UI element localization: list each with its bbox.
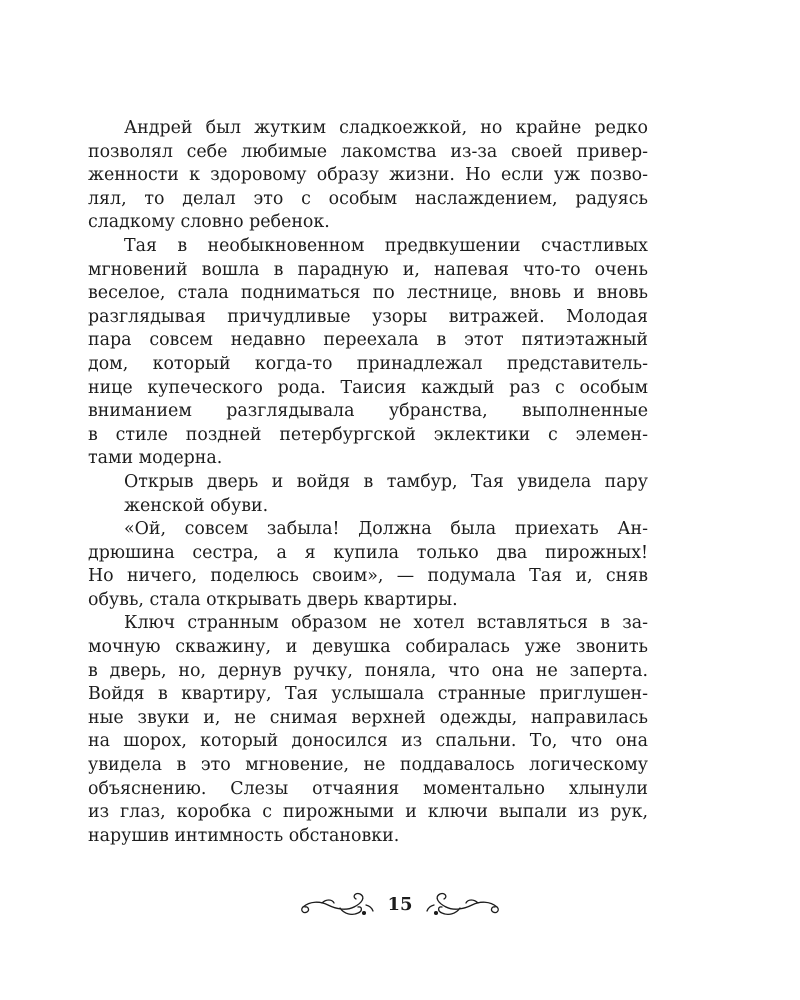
text-line: мочную скважину, и девушка собиралась уже звонить [88, 637, 648, 658]
text-line: ные звуки и, не снимая верхней одежды, направилась [88, 707, 648, 728]
text-line: Но ничего, поделюсь своим», — подумала Тая и, сняв [88, 566, 648, 587]
text-line: из глаз, коробка с пирожными и ключи выпали из рук, [88, 802, 648, 823]
text-line: обувь, стала открывать дверь квартиры. [88, 589, 458, 610]
body-text [88, 117, 648, 848]
flourish-left-icon [300, 889, 375, 921]
text-line: в стиле поздней петербургской эклектики с элемен- [88, 424, 648, 445]
text-line: мгновений вошла в парадную и, напевая что-то очень [88, 259, 648, 280]
text-line: вниманием разглядывала убранства, выполненные [88, 401, 648, 422]
text-line: Войдя в квартиру, Тая услышала странные приглушен- [88, 684, 648, 705]
text-line: дрюшина сестра, а я купила только два пирожных! [88, 542, 648, 563]
text-line: «Ой, совсем забыла! Должна была приехать Ан- [124, 519, 648, 540]
page-number: 15 [387, 894, 413, 915]
text-line: женской обуви. [124, 495, 269, 516]
text-line: Тая в необыкновенном предвкушении счастливых [124, 235, 648, 256]
text-line: женности к здоровому образу жизни. Но если уж позво- [88, 165, 648, 186]
text-line: Открыв дверь и войдя в тамбур, Тая увидела пару [124, 471, 648, 492]
text-line: в дверь, но, дернув ручку, поняла, что она не заперта. [88, 660, 648, 681]
text-line: нарушив интимность обстановки. [88, 825, 400, 846]
text-line: разглядывая причудливые узоры витражей. Молодая [88, 306, 648, 327]
text-line: сладкому словно ребенок. [88, 212, 330, 233]
page-footer [0, 885, 800, 925]
text-line: тами модерна. [88, 448, 223, 469]
text-line: веселое, стала подниматься по лестнице, вновь и вновь [88, 283, 648, 304]
flourish-right-icon [425, 889, 500, 921]
text-line: нице купеческого рода. Таисия каждый раз с особым [88, 377, 648, 398]
text-line: на шорох, который доносился из спальни. То, что она [88, 731, 648, 752]
text-line: увидела в это мгновение, не поддавалось логическому [88, 755, 648, 776]
text-line: дом, который когда-то принадлежал представитель- [88, 353, 648, 374]
text-line: Андрей был жутким сладкоежкой, но крайне редко [124, 118, 648, 138]
text-line: пара совсем недавно переехала в этот пятиэтажный [88, 330, 648, 351]
text-line: лял, то делал это с особым наслаждением, радуясь [88, 188, 648, 209]
text-line: объяснению. Слезы отчаяния моментально хлынули [88, 778, 648, 799]
text-line: Ключ странным образом не хотел вставляться в за- [124, 613, 648, 634]
text-line: позволял себе любимые лакомства из-за своей привер- [88, 141, 648, 162]
